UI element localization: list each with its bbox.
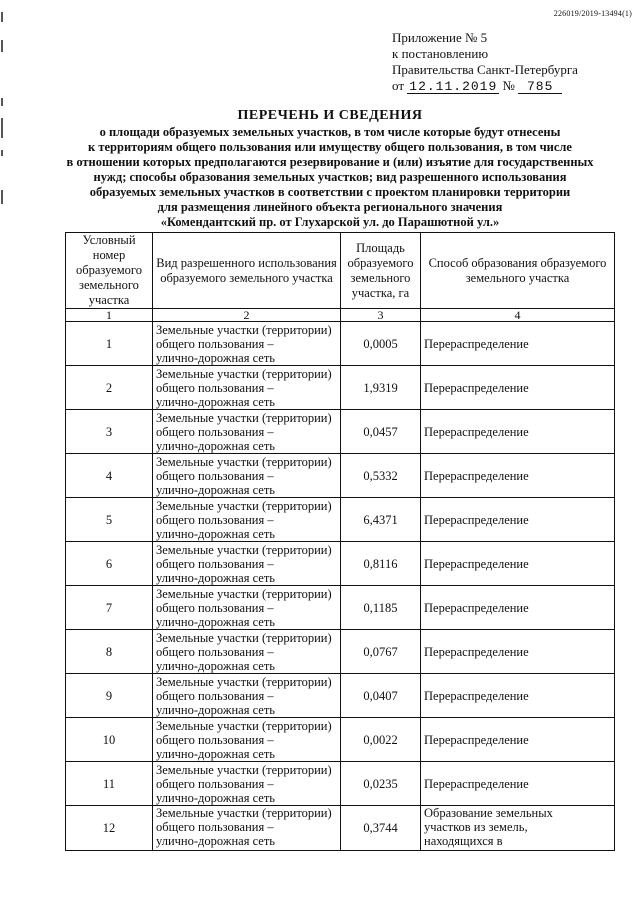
permitted-use-cell xyxy=(153,674,341,718)
formation-method-cell: Перераспределение xyxy=(421,410,615,454)
table-row xyxy=(66,762,615,806)
formation-method-cell: Перераспределение xyxy=(421,542,615,586)
permitted-use-line: улично-дорожная сеть xyxy=(156,394,275,409)
formation-method-line: находящихся в xyxy=(424,834,503,848)
formation-method-line: участков из земель, xyxy=(424,820,528,834)
permitted-use-line: Земельные участки (территории) xyxy=(156,718,332,733)
plot-number-cell: 11 xyxy=(66,762,153,806)
permitted-use-line: Земельные участки (территории) xyxy=(156,322,332,337)
table-row xyxy=(66,410,615,454)
permitted-use-line: улично-дорожная сеть xyxy=(156,482,275,497)
formation-method-cell: Перераспределение xyxy=(421,762,615,806)
scan-margin-marks xyxy=(0,0,6,905)
permitted-use-line: общего пользования – xyxy=(156,732,274,747)
land-plots-table xyxy=(65,232,615,851)
plot-number-cell: 12 xyxy=(66,806,153,851)
table-row xyxy=(66,586,615,630)
table-row xyxy=(66,366,615,410)
permitted-use-line: общего пользования – xyxy=(156,336,274,351)
permitted-use-line: Земельные участки (территории) xyxy=(156,762,332,777)
formation-method-cell: Перераспределение xyxy=(421,322,615,366)
column-number: 3 xyxy=(341,309,421,322)
permitted-use-line: общего пользования – xyxy=(156,424,274,439)
table-row xyxy=(66,454,615,498)
number-label: № xyxy=(502,78,515,93)
area-cell: 0,0005 xyxy=(341,322,421,366)
formation-method-cell: Перераспределение xyxy=(421,586,615,630)
area-cell: 1,9319 xyxy=(341,366,421,410)
heading-title: ПЕРЕЧЕНЬ И СВЕДЕНИЯ xyxy=(237,108,423,123)
permitted-use-cell xyxy=(153,410,341,454)
area-cell: 0,0022 xyxy=(341,718,421,762)
permitted-use-line: Земельные участки (территории) xyxy=(156,630,332,645)
column-number: 1 xyxy=(66,309,153,322)
table-row xyxy=(66,322,615,366)
formation-method-cell: Перераспределение xyxy=(421,454,615,498)
appendix-number: Приложение № 5 xyxy=(392,30,488,45)
permitted-use-line: улично-дорожная сеть xyxy=(156,658,275,673)
permitted-use-cell xyxy=(153,454,341,498)
formation-method-cell: Перераспределение xyxy=(421,630,615,674)
column-number-row xyxy=(66,309,615,322)
permitted-use-line: Земельные участки (территории) xyxy=(156,410,332,425)
permitted-use-cell xyxy=(153,586,341,630)
permitted-use-line: общего пользования – xyxy=(156,644,274,659)
header-permitted-use: Вид разрешенного использования образуемого земельного участка xyxy=(153,233,341,309)
heading-line: образуемых земельных участков в соответствии с проектом планировки территории xyxy=(89,185,571,199)
permitted-use-line: улично-дорожная сеть xyxy=(156,570,275,585)
formation-method-cell xyxy=(421,806,615,851)
column-number: 4 xyxy=(421,309,615,322)
permitted-use-line: Земельные участки (территории) xyxy=(156,498,332,513)
area-cell: 0,1185 xyxy=(341,586,421,630)
area-cell: 0,0235 xyxy=(341,762,421,806)
permitted-use-line: улично-дорожная сеть xyxy=(156,350,275,365)
area-cell: 0,8116 xyxy=(341,542,421,586)
permitted-use-line: общего пользования – xyxy=(156,380,274,395)
table-row xyxy=(66,718,615,762)
area-cell: 0,0457 xyxy=(341,410,421,454)
permitted-use-line: общего пользования – xyxy=(156,600,274,615)
permitted-use-line: Земельные участки (территории) xyxy=(156,586,332,601)
permitted-use-cell xyxy=(153,630,341,674)
table-body xyxy=(66,322,615,851)
permitted-use-cell xyxy=(153,498,341,542)
area-cell: 6,4371 xyxy=(341,498,421,542)
formation-method-line: Образование земельных xyxy=(424,806,553,820)
table-row xyxy=(66,542,615,586)
appendix-government: Правительства Санкт-Петербурга xyxy=(392,62,578,77)
area-cell: 0,0767 xyxy=(341,630,421,674)
permitted-use-line: Земельные участки (территории) xyxy=(156,366,332,381)
permitted-use-line: общего пользования – xyxy=(156,688,274,703)
formation-method-cell: Перераспределение xyxy=(421,674,615,718)
plot-number-cell: 3 xyxy=(66,410,153,454)
permitted-use-cell xyxy=(153,366,341,410)
plot-number-cell: 9 xyxy=(66,674,153,718)
permitted-use-cell xyxy=(153,806,341,851)
table-row xyxy=(66,630,615,674)
heading-line: в отношении которых предполагаются резервирование и (или) изъятие для государственных xyxy=(66,155,594,169)
permitted-use-line: общего пользования – xyxy=(156,512,274,527)
permitted-use-line: общего пользования – xyxy=(156,468,274,483)
plot-number-cell: 4 xyxy=(66,454,153,498)
table-header-row xyxy=(66,233,615,309)
permitted-use-line: улично-дорожная сеть xyxy=(156,834,275,848)
heading-line: для размещения линейного объекта регионального значения xyxy=(157,200,503,214)
plot-number-cell: 5 xyxy=(66,498,153,542)
permitted-use-line: Земельные участки (территории) xyxy=(156,806,332,820)
document-heading xyxy=(40,108,620,230)
header-formation-method: Способ образования образуемого земельного участка xyxy=(421,233,615,309)
formation-method-cell: Перераспределение xyxy=(421,498,615,542)
plot-number-cell: 7 xyxy=(66,586,153,630)
column-number: 2 xyxy=(153,309,341,322)
permitted-use-line: общего пользования – xyxy=(156,776,274,791)
resolution-date: 12.11.2019 xyxy=(409,79,498,94)
from-label: от xyxy=(392,78,405,93)
table-row xyxy=(66,806,615,851)
appendix-date-line xyxy=(392,78,578,94)
header-plot-number: Условный номер образуемого земельного участка xyxy=(66,233,153,309)
plot-number-cell: 10 xyxy=(66,718,153,762)
permitted-use-cell xyxy=(153,718,341,762)
header-area: Площадь образуемого земельного участка, га xyxy=(341,233,421,309)
permitted-use-line: общего пользования – xyxy=(156,820,274,834)
appendix-resolution: к постановлению xyxy=(392,46,489,61)
permitted-use-line: улично-дорожная сеть xyxy=(156,746,275,761)
document-id: 226019/2019-13494(1) xyxy=(553,9,632,18)
heading-line: к территориям общего пользования или имуществу общего пользования, в том числе xyxy=(88,140,572,154)
permitted-use-cell xyxy=(153,542,341,586)
area-cell: 0,3744 xyxy=(341,806,421,851)
heading-line: о площади образуемых земельных участков, в том числе которые будут отнесены xyxy=(99,125,561,139)
permitted-use-line: улично-дорожная сеть xyxy=(156,614,275,629)
plot-number-cell: 2 xyxy=(66,366,153,410)
permitted-use-cell xyxy=(153,322,341,366)
area-cell: 0,0407 xyxy=(341,674,421,718)
permitted-use-line: Земельные участки (территории) xyxy=(156,454,332,469)
formation-method-cell: Перераспределение xyxy=(421,366,615,410)
formation-method-cell: Перераспределение xyxy=(421,718,615,762)
permitted-use-line: Земельные участки (территории) xyxy=(156,674,332,689)
permitted-use-line: улично-дорожная сеть xyxy=(156,438,275,453)
plot-number-cell: 8 xyxy=(66,630,153,674)
heading-line: «Комендантский пр. от Глухарской ул. до Парашютной ул.» xyxy=(160,215,500,229)
table-row xyxy=(66,674,615,718)
heading-line: нужд; способы образования земельных участков; вид разрешенного использования xyxy=(93,170,567,184)
resolution-number: 785 xyxy=(518,80,562,94)
appendix-block xyxy=(392,30,578,94)
permitted-use-cell xyxy=(153,762,341,806)
permitted-use-line: улично-дорожная сеть xyxy=(156,526,275,541)
permitted-use-line: Земельные участки (территории) xyxy=(156,542,332,557)
permitted-use-line: улично-дорожная сеть xyxy=(156,790,275,805)
permitted-use-line: общего пользования – xyxy=(156,556,274,571)
table-row xyxy=(66,498,615,542)
permitted-use-line: улично-дорожная сеть xyxy=(156,702,275,717)
plot-number-cell: 6 xyxy=(66,542,153,586)
plot-number-cell: 1 xyxy=(66,322,153,366)
area-cell: 0,5332 xyxy=(341,454,421,498)
